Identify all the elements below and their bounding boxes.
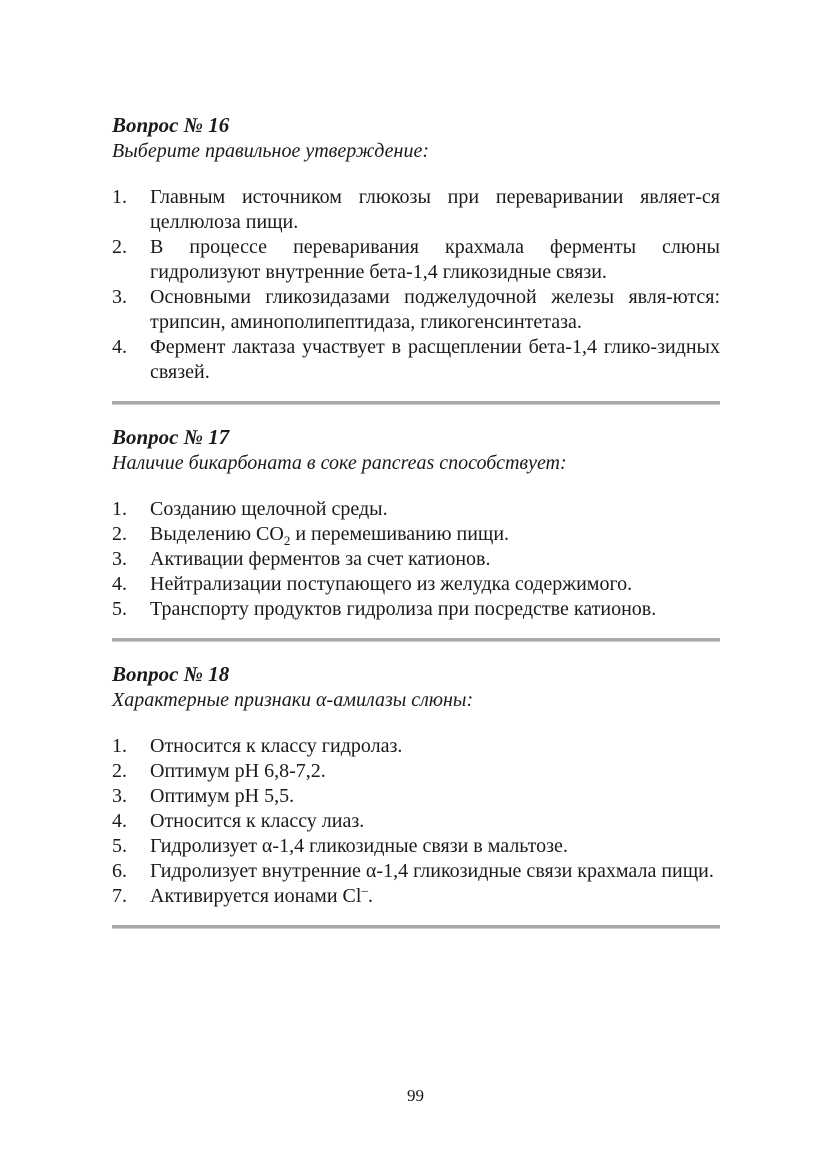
answer-number: 3. <box>112 548 127 570</box>
answer-number: 7. <box>112 885 127 907</box>
answer-item <box>112 185 720 235</box>
answer-text: Относится к классу лиаз. <box>150 810 365 832</box>
answer-text-part: . <box>367 885 373 907</box>
answer-item <box>112 884 720 909</box>
answer-item <box>112 572 720 597</box>
page-number: 99 <box>407 1086 424 1105</box>
answer-text <box>150 522 720 547</box>
question-18 <box>112 661 720 909</box>
question-title: Вопрос № 16 <box>112 113 230 137</box>
answer-text-part: и перемешиванию пищи. <box>290 523 510 545</box>
answer-list <box>112 734 720 909</box>
answer-list <box>112 497 720 622</box>
answer-text: Созданию щелочной среды. <box>150 498 388 520</box>
answer-number: 3. <box>112 286 127 308</box>
answer-number: 2. <box>112 236 127 258</box>
superscript: – <box>361 882 368 898</box>
answer-text: Нейтрализации поступающего из желудка содержимого. <box>150 573 633 595</box>
answer-text-part: Выделению CO <box>150 523 284 545</box>
answer-item <box>112 235 720 285</box>
question-title: Вопрос № 18 <box>112 662 230 686</box>
answer-number: 2. <box>112 523 127 545</box>
answer-text: Оптимум pH 6,8-7,2. <box>150 760 326 782</box>
answer-text: Фермент лактаза участвует в расщеплении бета-1,4 глико-зидных связей. <box>150 336 720 383</box>
answer-text-part: Активируется ионами Cl <box>150 885 362 907</box>
answer-text: Гидролизует α-1,4 гликозидные связи в мальтозе. <box>150 835 568 857</box>
page-content <box>112 112 720 948</box>
answer-text: Гидролизует внутренние α-1,4 гликозидные связи крахмала пищи. <box>150 860 714 882</box>
answer-number: 6. <box>112 860 127 882</box>
answer-list <box>112 185 720 385</box>
answer-item <box>112 734 720 759</box>
answer-number: 3. <box>112 785 127 807</box>
answer-item <box>112 547 720 572</box>
answer-number: 5. <box>112 835 127 857</box>
question-prompt: Выберите правильное утверждение: <box>112 140 430 162</box>
answer-item <box>112 522 720 547</box>
section-divider <box>112 401 720 405</box>
question-title: Вопрос № 17 <box>112 425 230 449</box>
answer-item <box>112 809 720 834</box>
answer-number: 1. <box>112 735 127 757</box>
answer-number: 1. <box>112 186 127 208</box>
answer-item <box>112 834 720 859</box>
question-16 <box>112 112 720 385</box>
answer-number: 1. <box>112 498 127 520</box>
answer-text: Активации ферментов за счет катионов. <box>150 548 491 570</box>
answer-number: 5. <box>112 598 127 620</box>
question-17 <box>112 424 720 622</box>
answer-text <box>150 884 720 909</box>
answer-text: Основными гликозидазами поджелудочной железы явля-ются: трипсин, аминополипептидаза, гликогенсинтетаза. <box>150 286 720 333</box>
answer-text: Транспорту продуктов гидролиза при посредстве катионов. <box>150 598 657 620</box>
answer-item <box>112 759 720 784</box>
answer-item <box>112 784 720 809</box>
answer-item <box>112 497 720 522</box>
answer-item <box>112 335 720 385</box>
answer-text: Относится к классу гидролаз. <box>150 735 403 757</box>
answer-text: Оптимум pH 5,5. <box>150 785 295 807</box>
answer-text: В процессе переваривания крахмала ферменты слюны гидролизуют внутренние бета-1,4 гликозидные связи. <box>150 236 720 283</box>
answer-item <box>112 285 720 335</box>
answer-text: Главным источником глюкозы при переваривании являет-ся целлюлоза пищи. <box>150 186 720 233</box>
question-prompt: Характерные признаки α-амилазы слюны: <box>112 689 474 711</box>
section-divider <box>112 925 720 929</box>
answer-item <box>112 859 720 884</box>
answer-number: 4. <box>112 573 127 595</box>
answer-number: 4. <box>112 336 127 358</box>
answer-number: 4. <box>112 810 127 832</box>
question-prompt: Наличие бикарбоната в соке pancreas способствует: <box>112 452 567 474</box>
answer-number: 2. <box>112 760 127 782</box>
subscript: 2 <box>283 533 291 548</box>
section-divider <box>112 638 720 642</box>
answer-item <box>112 597 720 622</box>
